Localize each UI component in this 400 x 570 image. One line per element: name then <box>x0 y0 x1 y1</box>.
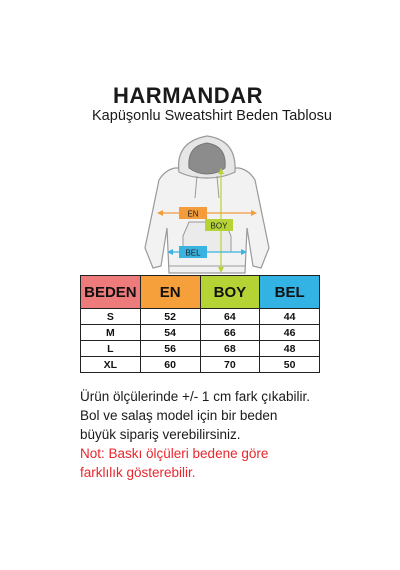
page-subtitle: Kapüşonlu Sweatshirt Beden Tablosu <box>92 108 332 124</box>
table-row <box>81 341 320 357</box>
bel-label: BEL <box>185 248 201 258</box>
brand-title: HARMANDAR <box>113 83 263 108</box>
note-fit-2: büyük sipariş verebilirsiniz. <box>80 427 241 442</box>
bel-cell: 46 <box>260 325 320 341</box>
en-cell: 60 <box>140 357 200 373</box>
table-header-row <box>81 276 320 309</box>
boy-cell: 70 <box>200 357 260 373</box>
table-row <box>81 357 320 373</box>
size-chart-table <box>80 275 320 373</box>
en-cell: 52 <box>140 309 200 325</box>
header-beden: BEDEN <box>81 276 141 309</box>
warning-print-2: farklılık gösterebilir. <box>80 465 196 480</box>
boy-cell: 68 <box>200 341 260 357</box>
en-cell: 54 <box>140 325 200 341</box>
bel-cell: 44 <box>260 309 320 325</box>
size-cell: L <box>81 341 141 357</box>
notes-block <box>80 387 380 482</box>
boy-label: BOY <box>210 221 228 231</box>
en-label: EN <box>187 209 199 219</box>
boy-label-group <box>205 219 233 231</box>
table-row <box>81 309 320 325</box>
header-boy: BOY <box>200 276 260 309</box>
en-cell: 56 <box>140 341 200 357</box>
size-cell: XL <box>81 357 141 373</box>
boy-cell: 66 <box>200 325 260 341</box>
table-row <box>81 325 320 341</box>
warning-print-1: Not: Baskı ölçüleri bedene göre <box>80 446 269 461</box>
header-bel: BEL <box>260 276 320 309</box>
bel-cell: 48 <box>260 341 320 357</box>
bel-cell: 50 <box>260 357 320 373</box>
boy-cell: 64 <box>200 309 260 325</box>
size-cell: S <box>81 309 141 325</box>
header-en: EN <box>140 276 200 309</box>
note-tolerance: Ürün ölçülerinde +/- 1 cm fark çıkabilir. <box>80 389 310 404</box>
note-fit-1: Bol ve salaş model için bir beden <box>80 408 278 423</box>
hoodie-diagram <box>125 128 285 278</box>
size-cell: M <box>81 325 141 341</box>
